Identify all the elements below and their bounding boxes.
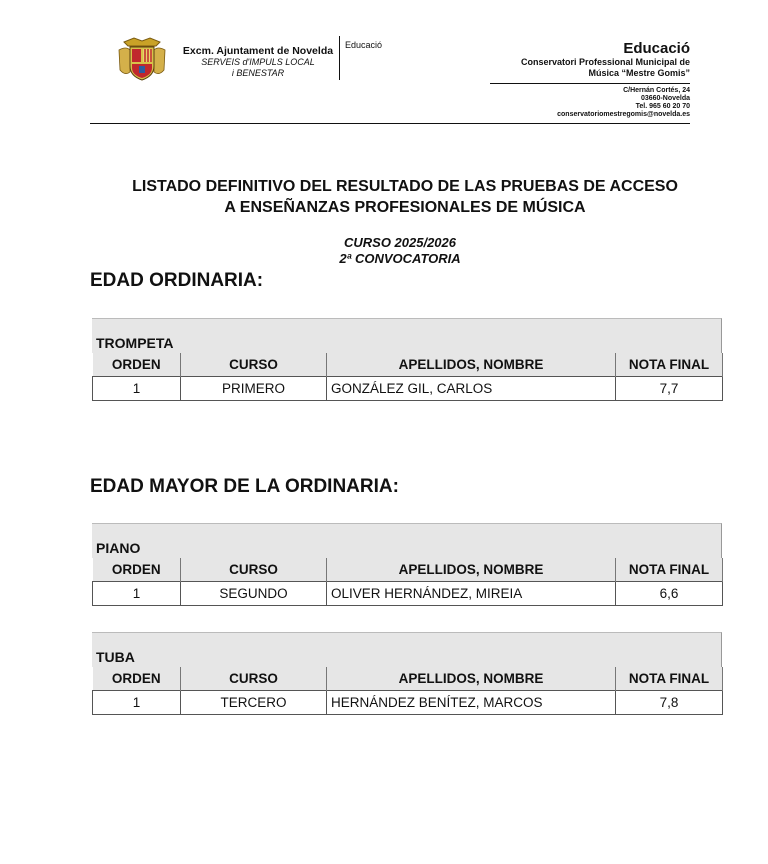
call-number: 2ª CONVOCATORIA [339,251,461,266]
cell-nombre: HERNÁNDEZ BENÍTEZ, MARCOS [327,691,616,715]
results-table-tuba [92,632,722,715]
table-header-row [93,558,723,582]
section-title-ordinaria: EDAD ORDINARIA: [90,270,264,291]
col-nombre: APELLIDOS, NOMBRE [327,558,616,582]
area-label-big: Educació [623,40,690,57]
instrument-band [92,523,722,558]
cell-nombre: GONZÁLEZ GIL, CARLOS [327,377,616,401]
col-nota: NOTA FINAL [616,353,723,377]
page-title [60,176,750,218]
cell-nombre: OLIVER HERNÁNDEZ, MIREIA [327,582,616,606]
conservatori-line-1: Conservatori Professional Municipal de [520,57,690,67]
col-nota: NOTA FINAL [616,667,723,691]
servei-line-1: SERVEIS d'IMPULS LOCAL [201,57,315,67]
col-nota: NOTA FINAL [616,558,723,582]
section-title-mayor: EDAD MAYOR DE LA ORDINARIA: [90,476,399,497]
ajuntament-name: Excm. Ajuntament de Novelda [182,45,334,57]
instrument-band [92,632,722,667]
conservatori-rule [490,83,690,84]
address-street: C/Hernán Cortés, 24 [623,87,690,94]
course-info [60,235,740,267]
cell-nota: 7,7 [616,377,723,401]
instrument-name: TUBA [96,649,135,665]
col-orden: ORDEN [93,667,181,691]
header-divider [339,36,340,80]
instrument-name: PIANO [96,540,141,556]
cell-orden: 1 [93,691,181,715]
table-row [93,691,723,715]
cell-nota: 6,6 [616,582,723,606]
cell-curso: TERCERO [181,691,327,715]
coat-of-arms-icon [116,36,168,82]
conservatori-line-2: Música “Mestre Gomis” [588,68,690,78]
address-email[interactable]: conservatoriomestregomis@novelda.es [557,111,690,118]
cell-orden: 1 [93,582,181,606]
table-header-row [93,667,723,691]
col-orden: ORDEN [93,353,181,377]
table-header-row [93,353,723,377]
cell-curso: SEGUNDO [181,582,327,606]
col-curso: CURSO [181,353,327,377]
course-year: CURSO 2025/2026 [343,235,456,250]
cell-nota: 7,8 [616,691,723,715]
cell-curso: PRIMERO [181,377,327,401]
col-curso: CURSO [181,667,327,691]
instrument-band [92,318,722,353]
col-orden: ORDEN [93,558,181,582]
table-row [93,377,723,401]
results-table-piano [92,523,722,606]
address-city: 03660-Novelda [640,95,690,102]
address-block [557,87,690,119]
table-row [93,582,723,606]
title-line-2: A ENSEÑANZAS PROFESIONALES DE MÚSICA [224,199,586,216]
servei-line-2: i BENESTAR [231,68,285,78]
address-phone: Tel. 965 60 20 70 [635,103,690,110]
title-line-1: LISTADO DEFINITIVO DEL RESULTADO DE LAS PRUEBAS DE ACCESO [132,178,678,195]
conservatori-block [460,40,690,79]
col-nombre: APELLIDOS, NOMBRE [327,353,616,377]
header-rule [90,123,690,124]
ajuntament-block [178,46,338,79]
results-table-trompeta [92,318,722,401]
instrument-name: TROMPETA [96,335,174,351]
col-curso: CURSO [181,558,327,582]
area-label-small: Educació [345,40,383,50]
cell-orden: 1 [93,377,181,401]
col-nombre: APELLIDOS, NOMBRE [327,667,616,691]
